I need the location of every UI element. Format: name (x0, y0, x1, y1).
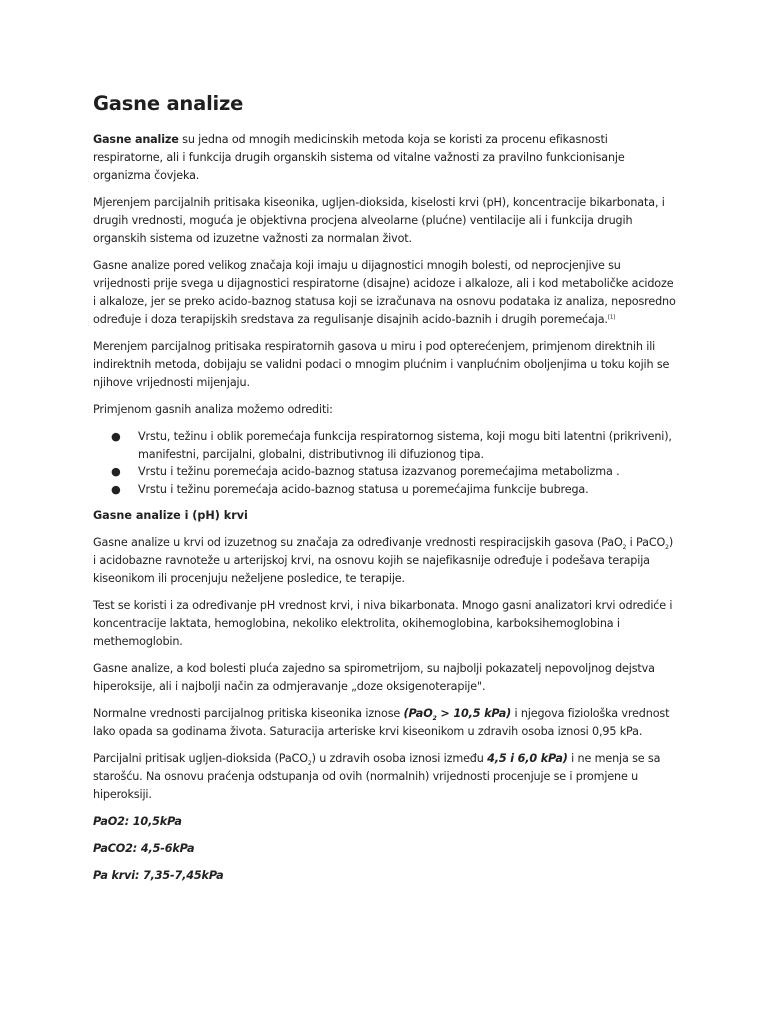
subscript: 2 (622, 544, 627, 552)
text-run: (PaO (403, 707, 433, 720)
list-item (93, 481, 678, 499)
bold-italic-run (403, 707, 512, 723)
subscript: 2 (307, 760, 312, 768)
bold-italic-run: 4,5 i 6,0 kPa) (487, 752, 568, 765)
bullet-icon: ● (111, 482, 121, 496)
text-run: Gasne analize u krvi od izuzetnog su značaja za određivanje vrednosti respiracijskih gasova (PaO (93, 536, 623, 549)
intro-lead: Gasne analize (93, 133, 179, 146)
list-item (93, 428, 678, 463)
footnote-ref[interactable]: [1] (607, 314, 616, 321)
document-page (93, 92, 678, 894)
text-run: ) i acidobazne ravnoteže u arterijskoj krvi, na osnovu kojih se najefikasnije određuje i podešava terapija kiseonikom ili procenjuju neželjene posledice, te terapije. (93, 536, 674, 585)
document-title: Gasne analize (93, 92, 244, 115)
paragraph-ph-test: Test se koristi i za određivanje pH vrednost krvi, i niva bikarbonata. Mnogo gasni analizatori krvi odrediće i koncentracije laktata, hemoglobina, nekoliko elektrolita, okihemoglobina, karboksihemoglobina i methemoglobin. (93, 599, 673, 648)
bullet-icon: ● (111, 465, 121, 478)
text-run: Normalne vrednosti parcijalnog pritiska kiseonika iznose (93, 707, 404, 720)
paragraph-oxygen-normal (93, 705, 678, 741)
subscript: 2 (432, 715, 437, 723)
list-item (93, 463, 678, 481)
section-subheading: Gasne analize i (pH) krvi (93, 509, 248, 522)
paragraph-co2-normal (93, 750, 678, 804)
determination-list (93, 428, 678, 498)
text-run: ) u zdravih osoba iznosi između (311, 752, 488, 765)
value-pao2: PaO2: 10,5kPa (93, 815, 182, 828)
paragraph-measurement: Mjerenjem parcijalnih pritisaka kiseonika, ugljen-dioksida, kiselosti krvi (pH), koncentracije bikarbonata, i drugih vrednosti, moguća je objektivna procjena alveolarne (plućne) ventilacije ali i funkcija drugih organskih sistema od izuzetne važnosti za normalan život. (93, 196, 665, 245)
text-run: Parcijalni pritisak ugljen-dioksida (PaCO (93, 752, 308, 765)
value-paco2: PaCO2: 4,5-6kPa (93, 842, 195, 855)
paragraph-spirometry: Gasne analize, a kod bolesti pluća zajedno sa spirometrijom, su najbolji pokazatelj nepovoljnog dejstva hiperoksije, ali i najbolji način za odmjeravanje „doze oksigenoterapije". (93, 662, 655, 693)
paragraph-list-intro: Primjenom gasnih analiza možemo odrediti: (93, 403, 333, 416)
paragraph-respiratory-gases: Merenjem parcijalnog pritisaka respiratornih gasova u miru i pod opterećenjem, primjenom direktnih ili indirektnih metoda, dobijaju se validni podaci o mnogim plućnim i vanplućnim oboljenjima u toku kojih se njihove vrijednosti mijenjaju. (93, 340, 670, 389)
paragraph-intro (93, 131, 678, 185)
text-run: i PaCO (626, 536, 666, 549)
value-pa-blood: Pa krvi: 7,35-7,45kPa (93, 869, 224, 882)
paragraph-diagnostics (93, 257, 678, 329)
text-run: i ne menja se sa starošću. Na osnovu praćenja odstupanja od ovih (normalnih) vrijednosti procenjuje se i promjene u hiperoksiji. (93, 752, 661, 801)
subscript: 2 (665, 544, 669, 552)
text-run: > 10,5 kPa) (436, 707, 512, 720)
list-item-text: Vrstu, težinu i oblik poremećaja funkcija respiratornog sistema, koji mogu biti latentni (prikriveni), manifestni, parcijalni, globalni, distributivnog ili difuzionog tipa. (138, 430, 672, 461)
list-item-text: Vrstu i težinu poremećaja acido-baznog statusa izazvanog poremećajima metabolizma . (138, 465, 620, 478)
list-item-text: Vrstu i težinu poremećaja acido-baznog statusa u poremećajima funkcije bubrega. (138, 482, 589, 496)
diagnostics-text: Gasne analize pored velikog značaja koji imaju u dijagnostici mnogih bolesti, od neprocjenjive su vrijednosti prije svega u dijagnostici respiratorne (disajne) acidoze i alkaloze, ali i kod metaboličke acidoze i alkaloze, jer se preko acido-baznog statusa koji se izračunava na osnovu podataka iz analiza, neposredno određuje i doza terapijskih sredstava za regulisanje disajnih acido-baznih i drugih poremećaja. (93, 259, 676, 326)
bullet-icon: ● (111, 430, 121, 443)
paragraph-blood-gases (93, 534, 678, 588)
intro-text: su jedna od mnogih medicinskih metoda koja se koristi za procenu efikasnosti respiratorne, ali i funkcija drugih organskih sistema od vitalne važnosti za pravilno funkcionisanje organizma čovjeka. (93, 133, 625, 182)
text-run: i njegova fiziološka vrednost lako opada sa godinama života. Saturacija arteriske krvi kiseonikom u zdravih osoba iznosi 0,95 kPa. (93, 707, 670, 738)
